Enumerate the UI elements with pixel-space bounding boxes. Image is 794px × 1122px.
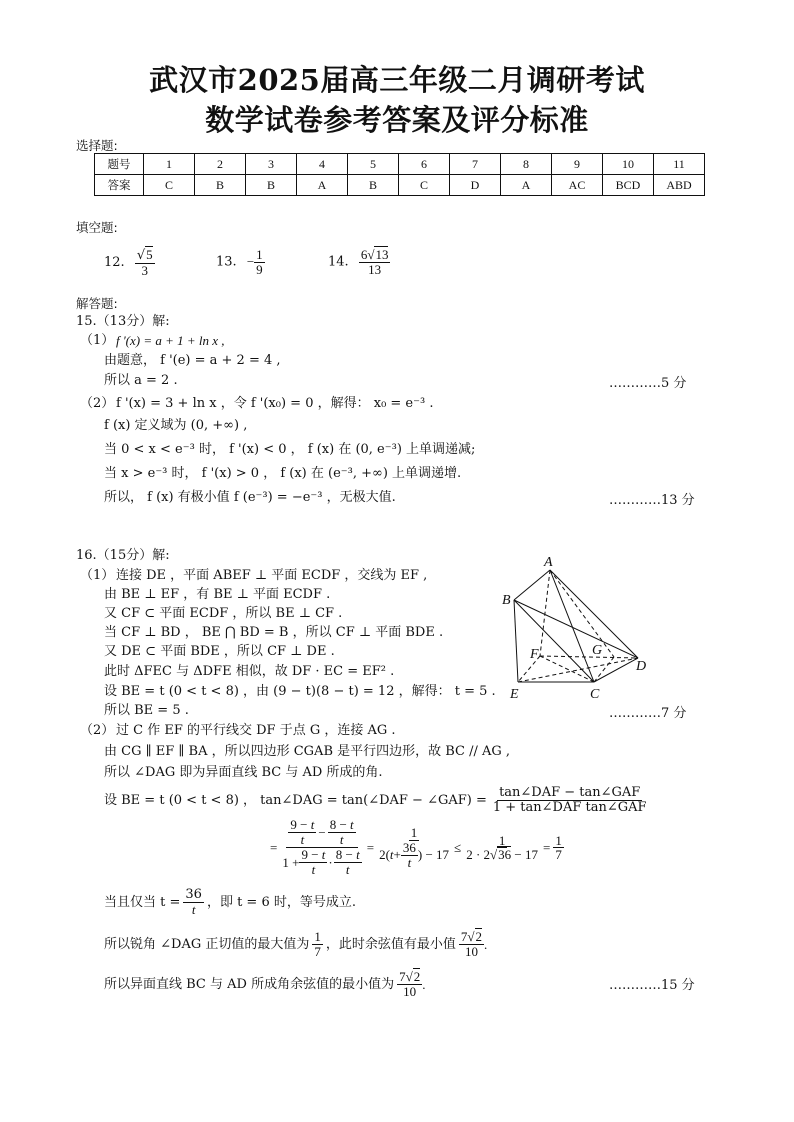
figure-label-a: A xyxy=(544,555,553,570)
q16-line: 由 BE ⊥ EF ，有 BE ⊥ 平面 ECDF . xyxy=(104,587,331,602)
score-marker: …………5 分 xyxy=(609,376,687,391)
table-header-answer: 答案 xyxy=(95,175,144,196)
fraction: $\frac{√5}{3}$ xyxy=(136,247,153,278)
fill-answer-12 xyxy=(104,248,155,277)
q16-line: 由 CG ∥ EF ∥ BA ，所以四边形 CGAB 是平行四边形，故 BC // AG , xyxy=(104,744,511,759)
table-cell: A xyxy=(297,175,348,196)
score-marker: …………15 分 xyxy=(609,978,695,993)
section-solve-label: 解答题: xyxy=(76,296,118,311)
fraction: $\frac{1}{2 \cdot 2√36 - 17}$ xyxy=(466,832,538,863)
q16-line: 当 CF ⊥ BD ， BE ⋂ BD = B ，所以 CF ⊥ 平面 BDE . xyxy=(104,625,444,640)
q16-line: 所以 BE = 5 . xyxy=(104,703,189,718)
q16-tan-formula xyxy=(104,786,649,814)
fraction: $\frac{1}{9}$ xyxy=(256,247,263,277)
q15-part2-label: （2） xyxy=(80,396,115,411)
q16-line: 所以锐角 ∠DAG 正切值的最大值为 xyxy=(104,936,310,952)
fraction: 1 2( t + $\frac{36}{t}$ ) − 17 xyxy=(379,825,450,870)
table-cell: 6 xyxy=(399,154,450,175)
table-cell: 7 xyxy=(450,154,501,175)
figure-label-f: F xyxy=(530,647,539,662)
table-cell: 11 xyxy=(654,154,705,175)
fraction: $\frac{\text{tan∠DAF − tan∠GAF}}{\text{1 + tan∠DAF tan∠GAF}}$ xyxy=(492,785,647,815)
q16-line: 此时 ΔFEC 与 ΔDFE 相似，故 DF · EC = EF² . xyxy=(104,664,395,679)
table-cell: 3 xyxy=(246,154,297,175)
table-header-number: 题号 xyxy=(95,154,144,175)
table-cell: ABD xyxy=(654,175,705,196)
q16-part2-label: （2） xyxy=(80,723,115,738)
table-cell: B xyxy=(195,175,246,196)
q16-max-tan: 所以锐角 ∠DAG 正切值的最大值为 $\frac{1}{7}$ ，此时余弦值有最小值 $\frac{7√2}{10}$ . xyxy=(104,929,488,959)
table-cell: BCD xyxy=(603,175,654,196)
score-marker: …………7 分 xyxy=(609,706,687,721)
geometry-figure xyxy=(496,552,656,702)
q16-line: 过 C 作 EF 的平行线交 DF 于点 G ，连接 AG . xyxy=(116,723,396,738)
q16-header: 16.（15分）解: xyxy=(76,548,170,563)
q15-header: 15.（13分）解: xyxy=(76,314,170,329)
q16-line: ，此时余弦值有最小值 xyxy=(325,936,456,952)
figure-label-e: E xyxy=(510,687,519,702)
q16-line: 又 DE ⊂ 平面 BDE ，所以 CF ⊥ DE . xyxy=(104,644,335,659)
table-cell: 5 xyxy=(348,154,399,175)
fraction: $\frac{6√13}{13}$ xyxy=(360,247,389,277)
q15-part1-label: （1） xyxy=(80,333,115,348)
q16-part1-label: （1） xyxy=(80,568,115,583)
score-marker: …………13 分 xyxy=(609,493,695,508)
q16-line: 又 CF ⊂ 平面 ECDF ，所以 BE ⊥ CF . xyxy=(104,606,343,621)
q15-line: 所以 a = 2 . xyxy=(104,373,178,388)
table-cell: 9 xyxy=(552,154,603,175)
fraction: $\frac{9 - t}{t}$ − $\frac{8 - t}{t}$ 1 + $\frac{9 - t}{t}$ · $\frac{8 - t}{t}$ xyxy=(282,817,360,877)
table-cell: 2 xyxy=(195,154,246,175)
fraction: $\frac{7√2}{10}$ xyxy=(460,929,483,959)
q15-line: f '(x) = a + 1 + ln x , xyxy=(116,333,225,348)
figure-label-g: G xyxy=(592,643,603,658)
fill-answer-14 xyxy=(328,248,390,276)
section-choice-label: 选择题: xyxy=(76,138,118,153)
q15-line: 当 0 < x < e⁻³ 时， f '(x) < 0 ， f (x) 在 (0, e⁻³) 上单调递减; xyxy=(104,442,476,457)
table-cell: A xyxy=(501,175,552,196)
q16-line: 当且仅当 t = xyxy=(104,895,181,911)
q15-line: 所以， f (x) 有极小值 f (e⁻³) = −e⁻³ ，无极大值. xyxy=(104,490,396,505)
table-cell: B xyxy=(348,175,399,196)
q16-conclusion: 所以异面直线 BC 与 AD 所成角余弦值的最小值为 $\frac{7√2}{10}$ . xyxy=(104,969,426,999)
q16-line: 连接 DE ，平面 ABEF ⊥ 平面 ECDF ，交线为 EF , xyxy=(116,568,428,583)
q16-line: 所以 ∠DAG 即为异面直线 BC 与 AD 所成的角. xyxy=(104,765,383,780)
fraction: $\frac{7√2}{10}$ xyxy=(399,969,421,999)
answer-table xyxy=(94,153,705,196)
q15-line: f '(x) = 3 + ln x ，令 f '(x₀) = 0 ，解得： x₀ = e⁻³ . xyxy=(116,396,434,411)
question-number: 13. xyxy=(216,254,237,270)
q16-inequality: = $\frac{9 - t}{t}$ − $\frac{8 - t}{t}$ 1 + $\frac{9 - t}{t}$ · $\frac{8 - t}{t}$ = 1 2( t + $\frac{36}{t}$ ) − 17 ≤ $\frac{1}{2 \cdot 2√36 - 17}$ = $\frac{1}{7}$ xyxy=(270,817,562,877)
table-cell: B xyxy=(246,175,297,196)
q16-equality-condition xyxy=(104,888,356,917)
fraction: $\frac{1}{7}$ xyxy=(555,832,562,863)
question-number: 14. xyxy=(328,254,349,270)
question-number: 12. xyxy=(104,255,125,271)
table-cell: 4 xyxy=(297,154,348,175)
page-title: 武汉市2025届高三年级二月调研考试 xyxy=(149,63,645,97)
q16-line: 设 BE = t (0 < t < 8) ，由 (9 − t)(8 − t) = 12 ，解得： t = 5 . xyxy=(104,684,496,699)
q16-line: ，即 t = 6 时，等号成立. xyxy=(206,895,356,911)
q15-line: f (x) 定义域为 (0, +∞) , xyxy=(104,418,248,433)
table-cell: 10 xyxy=(603,154,654,175)
q16-line: 设 BE = t (0 < t < 8) ， tan∠DAG = tan(∠DAF − ∠GAF) = xyxy=(104,792,487,808)
figure-label-b: B xyxy=(502,593,511,608)
section-fill-label: 填空题: xyxy=(76,220,118,235)
q16-line: 所以异面直线 BC 与 AD 所成角余弦值的最小值为 xyxy=(104,976,395,992)
figure-label-d: D xyxy=(636,659,647,674)
q15-line: 由题意， f '(e) = a + 2 = 4 , xyxy=(104,353,281,368)
page-subtitle: 数学试卷参考答案及评分标准 xyxy=(205,103,589,137)
table-cell: C xyxy=(399,175,450,196)
q15-line: 当 x > e⁻³ 时， f '(x) > 0 ， f (x) 在 (e⁻³, +∞) 上单调递增. xyxy=(104,466,462,481)
figure-label-c: C xyxy=(590,687,600,702)
table-cell: AC xyxy=(552,175,603,196)
fraction: $\frac{1}{7}$ xyxy=(314,929,321,959)
table-cell: D xyxy=(450,175,501,196)
table-cell: C xyxy=(144,175,195,196)
table-cell: 8 xyxy=(501,154,552,175)
table-cell: 1 xyxy=(144,154,195,175)
table-row-numbers xyxy=(95,154,705,175)
table-row-answers xyxy=(95,175,705,196)
fill-answer-13: 13. − $\frac{1}{9}$ xyxy=(216,247,263,277)
fraction: $\frac{36}{t}$ xyxy=(185,887,202,917)
